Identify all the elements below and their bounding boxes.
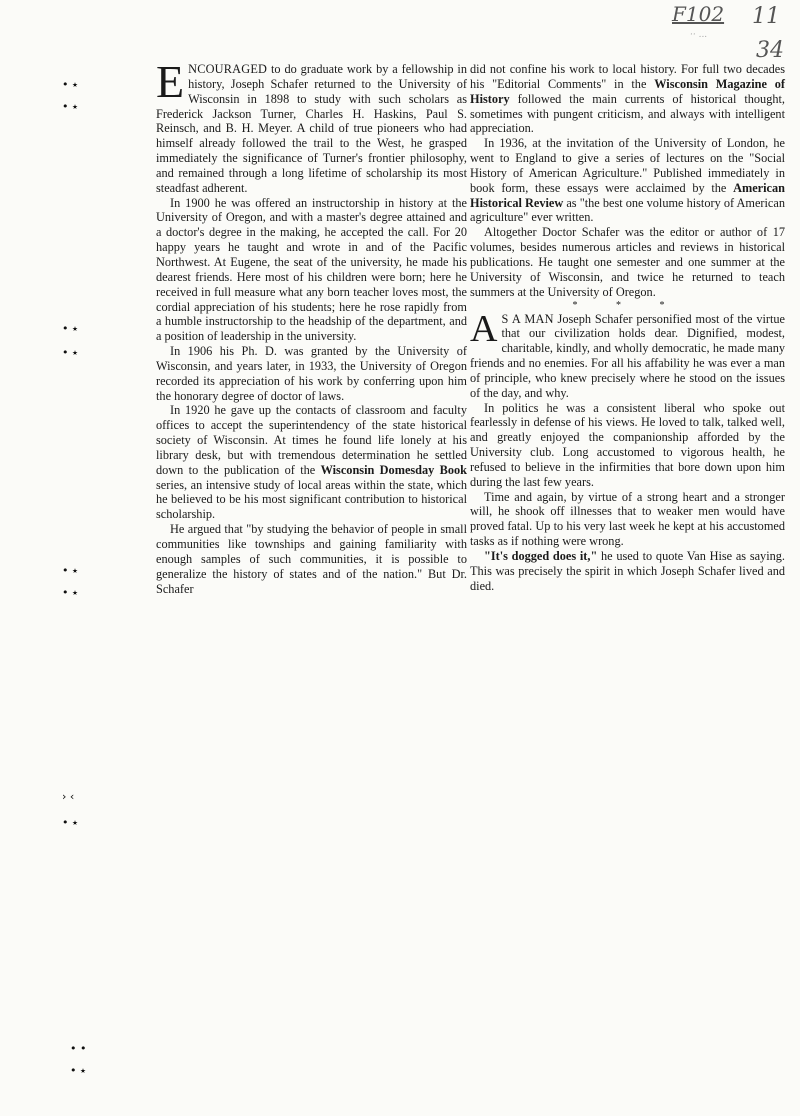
paragraph-text: he used to quote Van Hise as saying. This was precisely the spirit in which Joseph Schafer lived and died. — [470, 549, 785, 593]
paragraph — [156, 56, 467, 196]
paragraph: In politics he was a consistent liberal who spoke out fearlessly in defense of his views. He loved to talk, talked well, and greatly enjoyed the companionship afforded by the University club. Long accustomed to vigorous health, he refused to believe in the infirmities that bore down upon him during the last few years. — [470, 400, 785, 489]
right-column — [470, 62, 785, 594]
publication-title: Wisconsin Magazine of History — [470, 76, 785, 106]
handwritten-annotation-secondary: 34 — [756, 38, 784, 63]
quotation: "It's dogged does it," — [484, 549, 598, 563]
registration-mark: • ٭ — [62, 564, 78, 577]
registration-mark: • ٭ — [70, 1064, 86, 1077]
paragraph — [156, 403, 467, 522]
paragraph-text: series, an intensive study of local areas within the state, which he believed to be his most significant contribution to historical scholarship. — [156, 477, 467, 522]
paragraph — [470, 136, 785, 225]
registration-mark: › ‹ — [62, 790, 75, 803]
publication-title: Wisconsin Domesday Book — [320, 462, 467, 477]
handwritten-annotation: F102 — [672, 2, 725, 26]
paragraph-text: as "the best one volume history of American agriculture" ever written. — [470, 195, 785, 225]
paragraph-text: followed the main currents of historical thought, sometimes with pungent criticism, and always with intelligent appreciation. — [470, 91, 785, 136]
registration-mark: • ٭ — [62, 586, 78, 599]
paragraph-text: In 1920 he gave up the contacts of classroom and faculty offices to accept the superintendency of the state historical society of Wisconsin. At times he found life lonely at his library desk, but with tremendous determination he settled down to the publication of the — [156, 403, 467, 477]
registration-mark: • • — [70, 1042, 87, 1055]
paragraph-text: In 1936, at the invitation of the University of London, he went to England to give a series of lectures on the "Social History of American Agriculture." Published immediately in book form, these essays were acclaimed by the — [470, 136, 785, 195]
publication-title: American Historical Review — [470, 180, 785, 210]
paragraph — [470, 62, 785, 136]
paragraph: Time and again, by virtue of a strong heart and a stronger will, he shook off illnesses that to weaker men would have proved fatal. Up to his very last week he kept at his accustomed tasks as if nothing were wrong. — [470, 489, 785, 549]
paragraph-text: did not confine his work to local history. For full two decades his "Editorial Comments" in the — [470, 62, 785, 91]
registration-mark: • ٭ — [62, 78, 78, 91]
left-column — [156, 56, 467, 596]
handwritten-page-number: 11 — [752, 4, 780, 29]
paragraph — [470, 307, 786, 401]
paragraph: Altogether Doctor Schafer was the editor or author of 17 volumes, besides numerous articles and reviews in historical publications. He taught one semester and one summer at the University of Wisconsin, and twice he returned to teach summers at the University of Oregon. — [470, 225, 785, 299]
faint-annotation: ·· ... — [690, 30, 708, 40]
lead-in-caps: S A MAN — [501, 311, 554, 326]
paragraph-text: Joseph Schafer personified most of the virtue that our civilization holds dear. Dignified, modest, charitable, kindly, and wholly democratic, he made many friends and no enemies. For all his affability he was ever a man of principle, who knew precisely where he stood on the issues of the day, and why. — [470, 311, 786, 400]
paragraph: In 1906 his Ph. D. was granted by the University of Wisconsin, and years later, in 1933, the University of Oregon recorded its appreciation of his work by conferring upon him the honorary degree of doctor of laws. — [156, 344, 467, 403]
registration-mark: • ٭ — [62, 100, 78, 113]
registration-mark: • ٭ — [62, 346, 78, 359]
drop-cap: A — [470, 307, 498, 350]
drop-cap: E — [156, 56, 185, 107]
paragraph — [470, 549, 785, 594]
lead-in-caps: NCOURAGED — [188, 62, 268, 76]
paragraph-text: to do graduate work by a fellowship in history, Joseph Schafer returned to the University of Wisconsin in 1898 to study with such scholars as Frederick Jackson Turner, Charles H. Haskins, Paul S. Reinsch, and B. H. Meyer. A child of true pioneers who had himself already followed the trail to the West, he grasped immediately the significance of Turner's frontier philosophy, and remained through a long lifetime of scholarship its most steadfast adherent. — [156, 62, 467, 195]
section-separator: * * * — [572, 299, 683, 311]
paragraph: He argued that "by studying the behavior of people in small communities like townships and gaining familiarity with enough samples of such communities, it is possible to generalize the history of states and of the nation." But Dr. Schafer — [156, 522, 467, 596]
paragraph: In 1900 he was offered an instructorship in history at the University of Oregon, and with a master's degree attained and a doctor's degree in the making, he accepted the call. For 20 happy years he taught and wrote in and of the Pacific Northwest. At Eugene, the seat of the university, he made his dearest friends. Here most of his children were born; here he received in full measure what any born teacher loves most, the cordial appreciation of his students; here he rose rapidly from a humble instructorship to the headship of the department, and a position of leadership in the university. — [156, 195, 467, 344]
registration-mark: • ٭ — [62, 816, 78, 829]
registration-mark: • ٭ — [62, 322, 78, 335]
